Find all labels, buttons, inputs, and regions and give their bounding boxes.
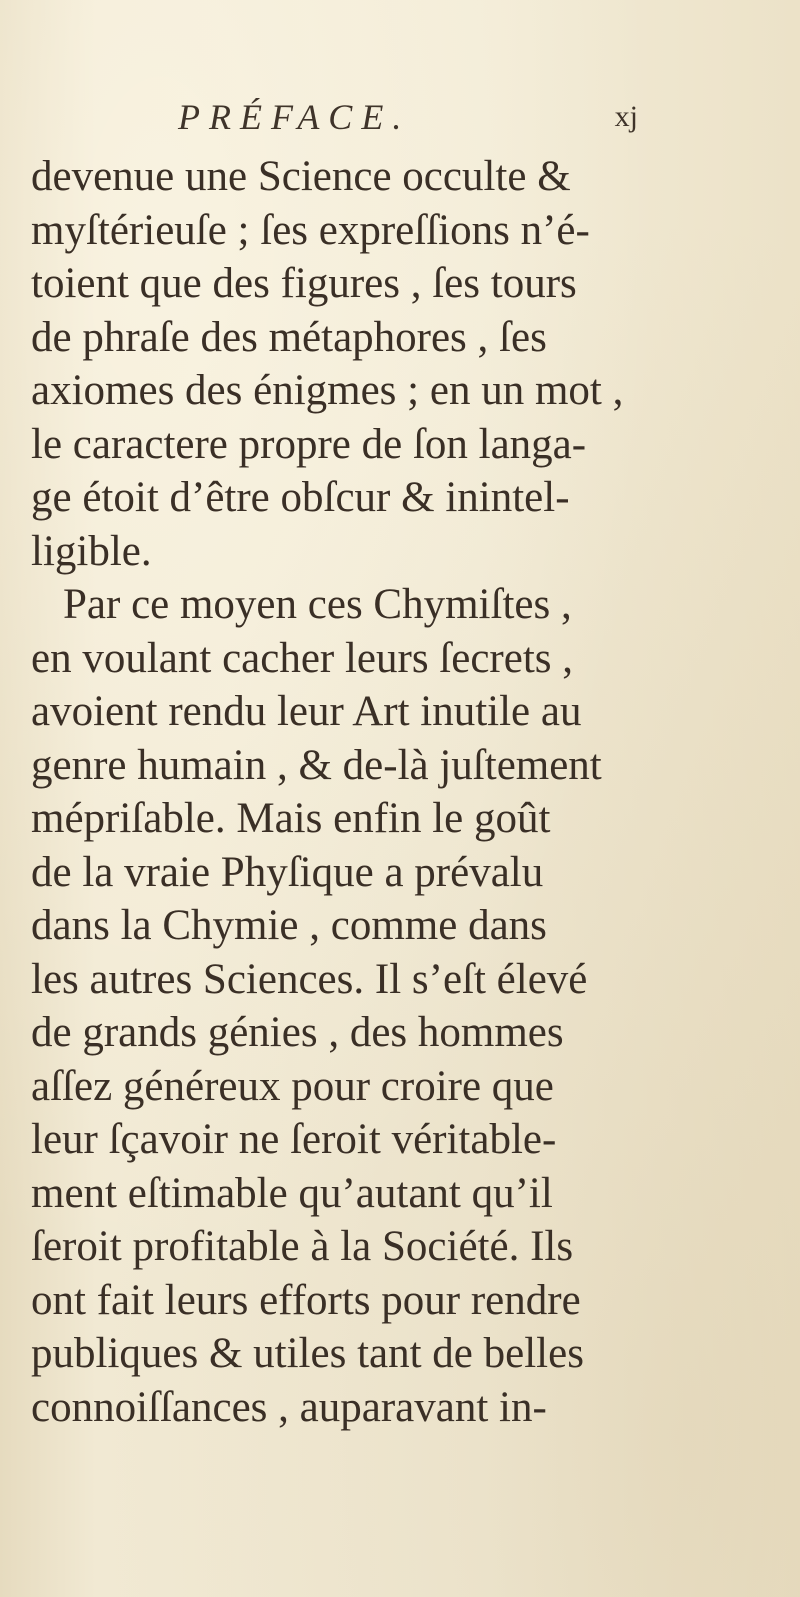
text-line: les autres Sciences. Il s’eſt élevé (31, 955, 588, 1003)
text-line: ment eſtimable qu’autant qu’il (31, 1169, 553, 1217)
body-text (31, 150, 771, 1434)
text-line: de phraſe des métaphores , ſes (31, 313, 547, 361)
page-number: xj (614, 100, 638, 133)
text-line: dans la Chymie , comme dans (31, 902, 547, 949)
text-line: axiomes des énigmes ; en un mot , (31, 367, 624, 414)
text-line: mépriſable. Mais enfin le goût (31, 795, 551, 842)
text-line: publiques & utiles tant de belles (31, 1330, 584, 1377)
running-head: PRÉFACE. (178, 97, 411, 137)
text-line: leur ſçavoir ne ſeroit véritable- (31, 1116, 557, 1163)
text-line: connoiſſances , auparavant in- (31, 1383, 547, 1431)
text-line: ſeroit profitable à la Société. Ils (31, 1223, 574, 1270)
text-line: Par ce moyen ces Chymiſtes , (63, 581, 572, 628)
text-line: aſſez généreux pour croire que (31, 1062, 554, 1110)
text-line: ligible. (31, 527, 152, 575)
text-line: devenue une Science occulte & (31, 153, 571, 200)
text-line: ge étoit d’être obſcur & inintel- (31, 474, 570, 521)
text-line: toient que des figures , ſes tours (31, 260, 577, 307)
text-line: myſtérieuſe ; ſes expreſſions n’é- (31, 206, 590, 254)
text-line: de la vraie Phyſique a prévalu (31, 848, 544, 896)
text-line: genre humain , & de-là juſtement (31, 741, 602, 789)
text-line: de grands génies , des hommes (31, 1009, 564, 1056)
page-header (178, 96, 638, 142)
text-line: avoient rendu leur Art inutile au (31, 688, 582, 735)
text-line: en voulant cacher leurs ſecrets , (31, 634, 574, 682)
text-line: le caractere propre de ſon langa- (31, 420, 587, 468)
text-line: ont fait leurs efforts pour rendre (31, 1276, 581, 1324)
